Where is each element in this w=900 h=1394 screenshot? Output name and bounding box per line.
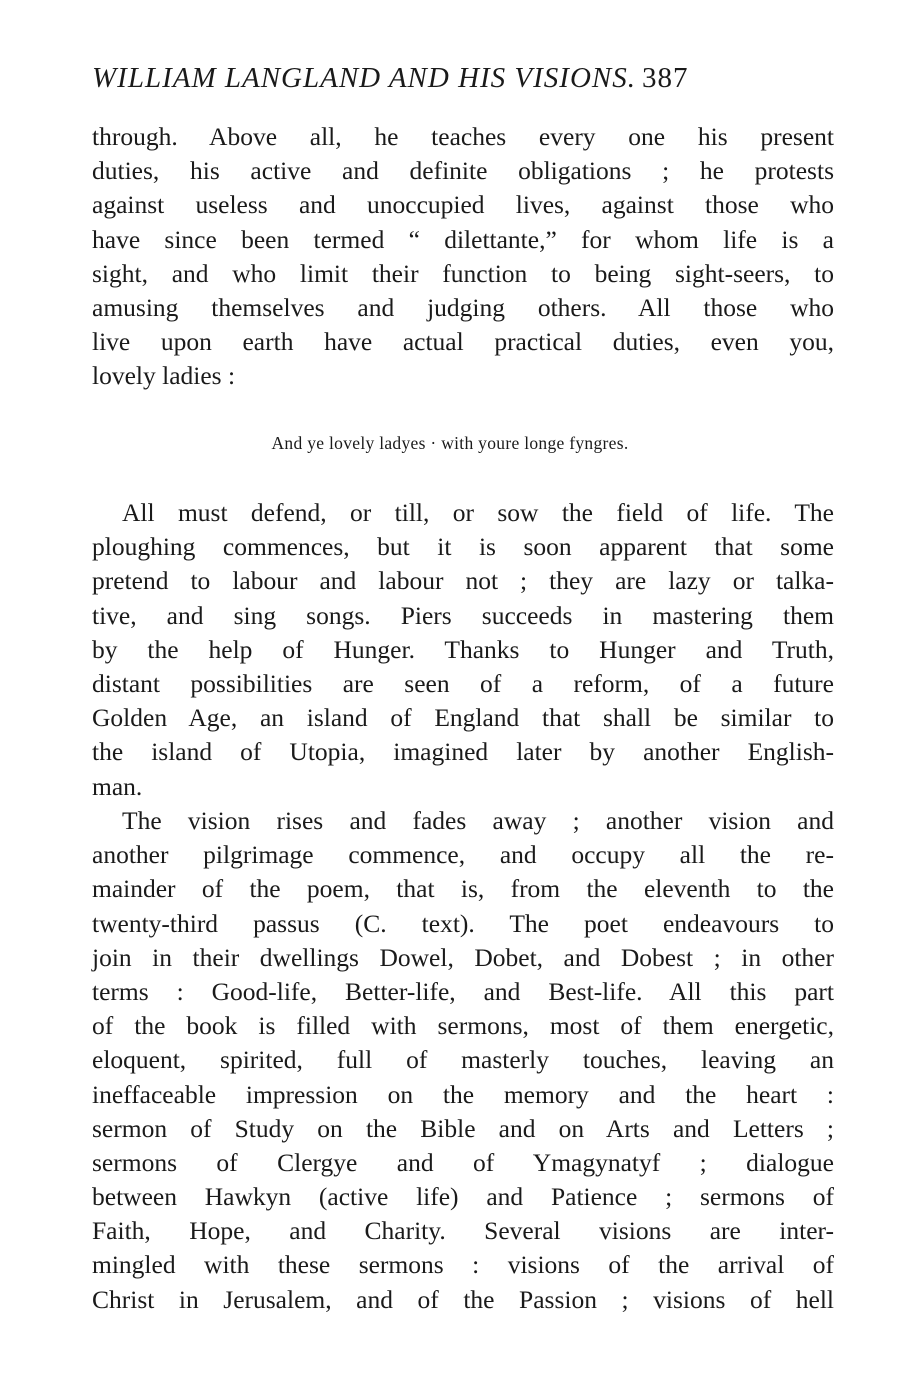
text-line: mainder of the poem, that is, from the eleventh to the	[92, 874, 834, 904]
text-line: pretend to labour and labour not ; they are lazy or talka-	[92, 566, 834, 596]
text-line: terms : Good-life, Better-life, and Best-life. All this part	[92, 976, 834, 1006]
text-line: The vision rises and fades away ; another vision and	[122, 806, 834, 835]
text-line: All must defend, or till, or sow the field of life. The	[122, 498, 834, 527]
text-line: sermon of Study on the Bible and on Arts and Letters ;	[92, 1113, 834, 1143]
text-line: man.	[92, 771, 143, 801]
paragraph-3	[92, 804, 834, 1317]
text-line: Christ in Jerusalem, and of the Passion ; visions of hell	[92, 1284, 834, 1314]
text-line: by the help of Hunger. Thanks to Hunger and Truth,	[92, 634, 834, 664]
text-line: twenty-third passus (C. text). The poet endeavours to	[92, 908, 834, 938]
paragraph-1	[92, 120, 834, 394]
text-line: the island of Utopia, imagined later by another English-	[92, 737, 834, 767]
running-title: WILLIAM LANGLAND AND HIS VISIONS.	[92, 62, 636, 94]
text-line: Golden Age, an island of England that shall be similar to	[92, 703, 834, 733]
text-line: sermons of Clergye and of Ymagynatyf ; dialogue	[92, 1147, 834, 1177]
text-line: Faith, Hope, and Charity. Several visions are inter-	[92, 1216, 834, 1246]
running-header	[92, 58, 832, 98]
text-line: through. Above all, he teaches every one his present	[92, 122, 834, 151]
text-line: ineffaceable impression on the memory and the heart :	[92, 1079, 834, 1109]
text-line: another pilgrimage commence, and occupy all the re-	[92, 840, 834, 870]
text-line: distant possibilities are seen of a reform, of a future	[92, 668, 834, 698]
text-line: against useless and unoccupied lives, against those who	[92, 190, 834, 220]
text-line: join in their dwellings Dowel, Dobet, and Dobest ; in other	[92, 942, 834, 972]
text-line: eloquent, spirited, full of masterly touches, leaving an	[92, 1045, 834, 1075]
text-line: mingled with these sermons : visions of the arrival of	[92, 1250, 834, 1280]
verse-quotation: And ye lovely ladyes · with youre longe fyngres.	[271, 433, 629, 453]
text-line: sight, and who limit their function to being sight-seers, to	[92, 258, 834, 288]
text-line: tive, and sing songs. Piers succeeds in mastering them	[92, 600, 834, 630]
paragraph-2	[92, 496, 834, 804]
text-line: live upon earth have actual practical duties, even you,	[92, 327, 834, 357]
text-line: have since been termed “ dilettante,” for whom life is a	[92, 224, 834, 254]
page-number: 387	[642, 62, 689, 94]
text-line: amusing themselves and judging others. All those who	[92, 292, 834, 322]
text-line: lovely ladies :	[92, 361, 236, 391]
text-line: duties, his active and definite obligations ; he protests	[92, 156, 834, 186]
text-line: ploughing commences, but it is soon apparent that some	[92, 532, 834, 562]
text-line: of the book is filled with sermons, most of them energetic,	[92, 1011, 834, 1041]
text-line: between Hawkyn (active life) and Patience ; sermons of	[92, 1182, 834, 1212]
